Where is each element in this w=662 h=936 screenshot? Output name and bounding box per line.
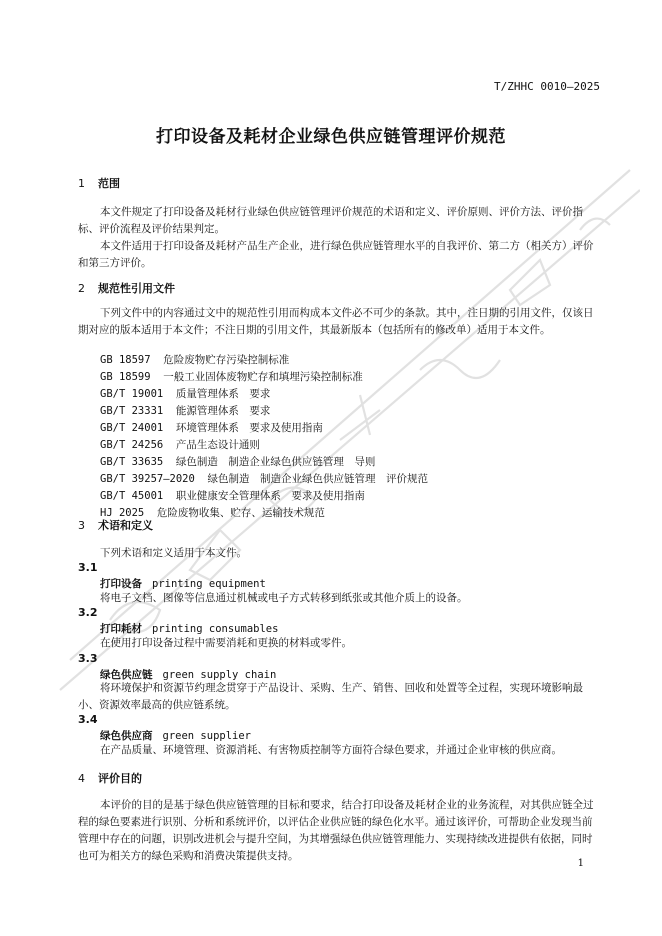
page-number: 1 <box>577 858 584 869</box>
section-heading-3: 3 术语和定义 <box>78 519 153 532</box>
term-definition: 将环境保护和资源节约理念贯穿于产品设计、采购、生产、销售、回收和处置等全过程，实现环境影响最小、资源效率最高的供应链系统。 <box>78 682 583 711</box>
reference-item: GB/T 24256 产品生态设计通则 <box>100 439 260 451</box>
term-number: 3.1 <box>78 561 98 574</box>
section-heading-2: 2 规范性引用文件 <box>78 282 175 295</box>
scope-paragraph-2: 本文件适用于打印设备及耗材产品生产企业，进行绿色供应链管理水平的自我评价、第二方（相关方）评价和第三方评价。 <box>78 240 594 269</box>
term-definition: 将电子文档、图像等信息通过机械或电子方式转移到纸张或其他介质上的设备。 <box>100 592 468 604</box>
reference-item: GB/T 33635 绿色制造 制造企业绿色供应链管理 导则 <box>100 456 376 468</box>
purpose-paragraph: 本评价的目的是基于绿色供应链管理的目标和要求，结合打印设备及耗材企业的业务流程，对其供应链全过程的绿色要素进行识别、分析和系统评价，以评估企业供应链的绿色化水平。通过该评价，可帮助企业发现当前管理中存在的问题，识别改进机会与提升空间，为其增强绿色供应链管理能力、实现持续改进提供有依据，同时也可为相关方的绿色采购和消费决策提供支持。 <box>78 799 594 862</box>
section-heading-1: 1 范围 <box>78 177 120 190</box>
reference-item: GB/T 23331 能源管理体系 要求 <box>100 405 271 417</box>
scope-paragraph-1: 本文件规定了打印设备及耗材行业绿色供应链管理评价规范的术语和定义、评价原则、评价方法、评价指标、评价流程及评价结果判定。 <box>78 206 583 235</box>
term-number: 3.4 <box>78 713 98 726</box>
document-number: T/ZHHC 0010—2025 <box>494 80 600 93</box>
term-entry: 打印设备 printing equipment <box>100 578 266 590</box>
terms-intro: 下列术语和定义适用于本文件。 <box>100 547 247 559</box>
term-definition: 在产品质量、环境管理、资源消耗、有害物质控制等方面符合绿色要求，并通过企业审核的供应商。 <box>100 744 562 756</box>
reference-item: GB/T 24001 环境管理体系 要求及使用指南 <box>100 422 323 434</box>
page-title: 打印设备及耗材企业绿色供应链管理评价规范 <box>156 127 506 147</box>
term-number: 3.3 <box>78 652 98 665</box>
section-heading-4: 4 评价目的 <box>78 772 142 785</box>
reference-item: HJ 2025 危险废物收集、贮存、运输技术规范 <box>100 507 325 519</box>
term-number: 3.2 <box>78 606 98 619</box>
term-definition: 在使用打印设备过程中需要消耗和更换的材料或零件。 <box>100 637 352 649</box>
term-entry: 打印耗材 printing consumables <box>100 623 279 635</box>
references-intro: 下列文件中的内容通过文中的规范性引用而构成本文件必不可少的条款。其中，注日期的引用文件，仅该日期对应的版本适用于本文件；不注日期的引用文件，其最新版本（包括所有的修改单）适用于本文件。 <box>78 307 594 336</box>
reference-item: GB/T 19001 质量管理体系 要求 <box>100 388 271 400</box>
reference-item: GB 18597 危险废物贮存污染控制标准 <box>100 354 290 366</box>
term-entry: 绿色供应商 green supplier <box>100 730 252 742</box>
reference-item: GB/T 39257—2020 绿色制造 制造企业绿色供应链管理 评价规范 <box>100 473 428 485</box>
reference-item: GB/T 45001 职业健康安全管理体系 要求及使用指南 <box>100 490 365 502</box>
term-entry: 绿色供应链 green supply chain <box>100 669 277 681</box>
reference-item: GB 18599 一般工业固体废物贮存和填埋污染控制标准 <box>100 371 363 383</box>
